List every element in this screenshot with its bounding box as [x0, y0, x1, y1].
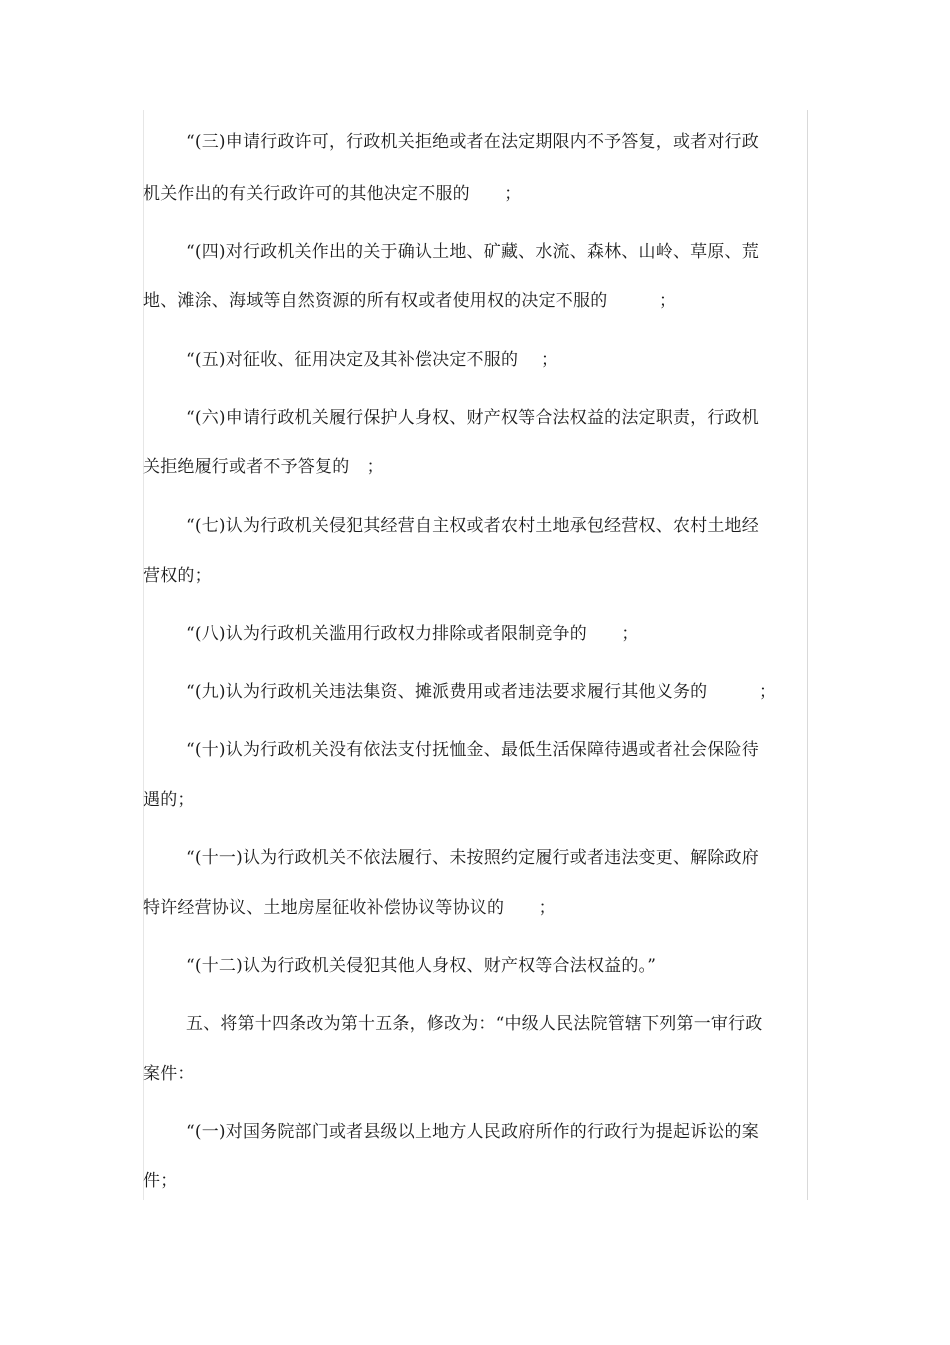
text-line: “(十一)认为行政机关不依法履行、未按照约定履行或者违法变更、解除政府	[186, 848, 759, 868]
text-line: 关拒绝履行或者不予答复的 ；	[143, 457, 384, 477]
text-line: 营权的；	[143, 566, 212, 586]
text-line: 案件：	[143, 1064, 195, 1084]
text-line: 机关作出的有关行政许可的其他决定不服的 ；	[143, 184, 522, 204]
page-left-edge	[143, 110, 144, 1200]
text-line: “(十二)认为行政机关侵犯其他人身权、财产权等合法权益的。”	[186, 956, 657, 976]
text-line: “(三)申请行政许可，行政机关拒绝或者在法定期限内不予答复，或者对行政	[186, 132, 759, 152]
text-line: “(十)认为行政机关没有依法支付抚恤金、最低生活保障待遇或者社会保险待	[186, 740, 759, 760]
text-line: 遇的；	[143, 790, 195, 810]
text-line: 地、滩涂、海域等自然资源的所有权或者使用权的决定不服的 ；	[143, 291, 677, 311]
text-line: “(四)对行政机关作出的关于确认土地、矿藏、水流、森林、山岭、草原、荒	[186, 242, 759, 262]
text-line: “(六)申请行政机关履行保护人身权、财产权等合法权益的法定职责，行政机	[186, 408, 759, 428]
text-line: “(九)认为行政机关违法集资、摊派费用或者违法要求履行其他义务的 ；	[186, 682, 777, 702]
text-line: 件；	[143, 1171, 178, 1191]
text-line: 五、将第十四条改为第十五条，修改为：“中级人民法院管辖下列第一审行政	[186, 1014, 763, 1034]
page-frame	[143, 110, 808, 1200]
text-line: “(五)对征收、征用决定及其补偿决定不服的 ；	[186, 350, 559, 370]
text-line: “(八)认为行政机关滥用行政权力排除或者限制竞争的 ；	[186, 624, 639, 644]
text-line: “(一)对国务院部门或者县级以上地方人民政府所作的行政行为提起诉讼的案	[186, 1122, 759, 1142]
text-line: 特许经营协议、土地房屋征收补偿协议等协议的 ；	[143, 898, 556, 918]
text-line: “(七)认为行政机关侵犯其经营自主权或者农村土地承包经营权、农村土地经	[186, 516, 759, 536]
